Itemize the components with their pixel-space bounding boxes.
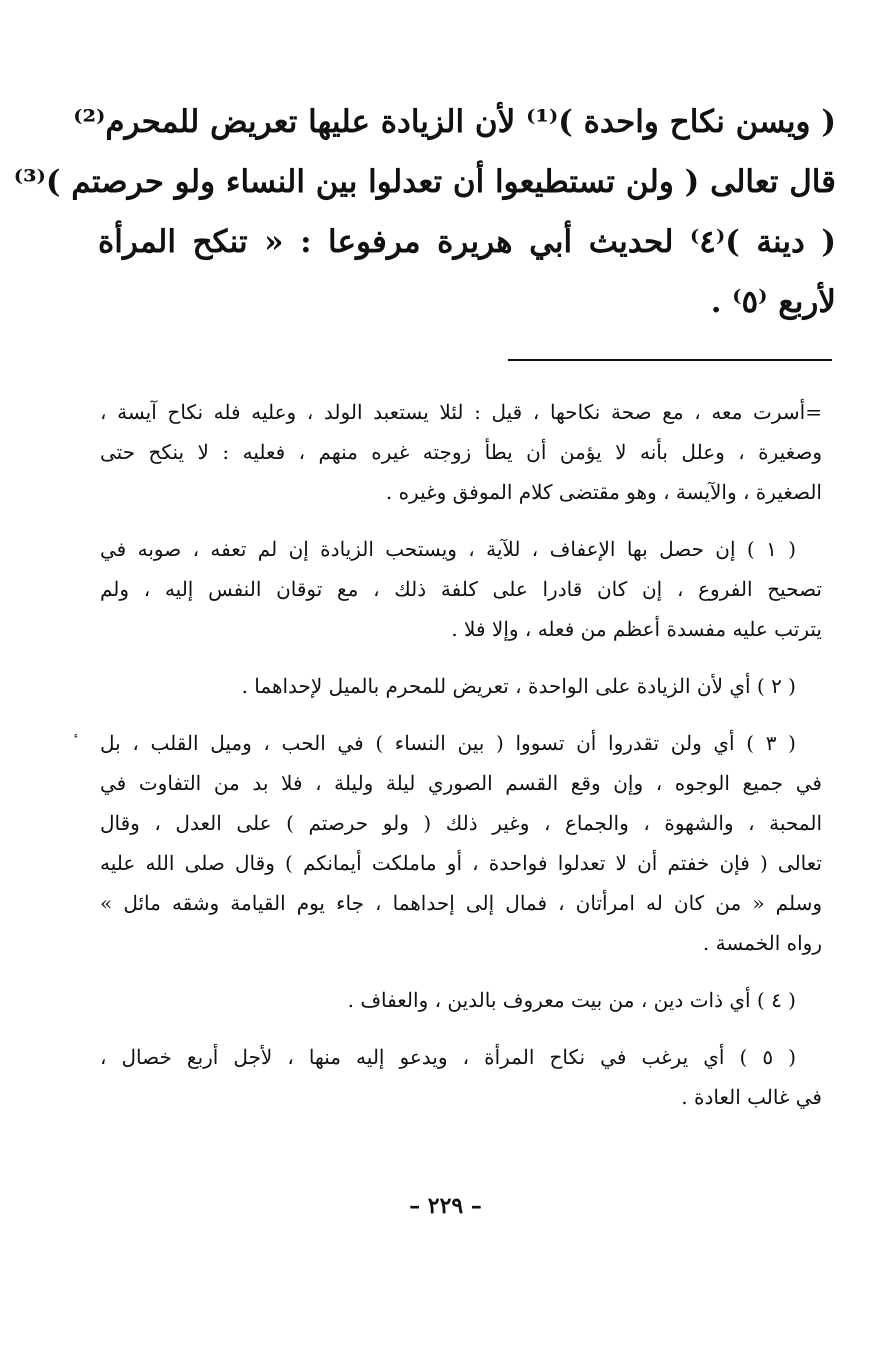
main-text-line: ( ويسن نكاح واحدة )⁽¹⁾ لأن الزيادة عليها تعريض للمحرم⁽²⁾ — [73, 104, 836, 140]
footnote-line: يترتب عليه مفسدة أعظم من فعله ، وإلا فلا . — [451, 617, 822, 641]
footnotes — [100, 392, 822, 1134]
footnote-line: ( ٥ ) أي يرغب في نكاح المرأة ، ويدعو إليه منها ، لأجل أربع خصال ، — [100, 1045, 796, 1069]
footnote-line: تصحيح الفروع ، إن كان قادرا على كلفة ذلك ، مع توقان النفس إليه ، ولم — [100, 577, 823, 601]
footnote-separator — [508, 359, 832, 361]
footnote-line: ( ٤ ) أي ذات دين ، من بيت معروف بالدين ، والعفاف . — [347, 988, 796, 1012]
footnote-line: في جميع الوجوه ، وإن وقع القسم الصوري ليلة وليلة ، فلا بد من التفاوت في — [100, 771, 822, 795]
footnote-continuation — [100, 392, 822, 512]
footnote-line: ( ٣ ) أي ولن تقدروا أن تسووا ( بين النساء ) في الحب ، وميل القلب ، بل — [100, 731, 796, 755]
footnote-2 — [100, 666, 822, 706]
footnote-4 — [100, 980, 822, 1020]
footnote-line: الصغيرة ، والآيسة ، وهو مقتضى كلام الموفق وغيره . — [385, 480, 822, 504]
footnote-line: تعالى ( فإن خفتم أن لا تعدلوا فواحدة ، أو ماملكت أيمانكم ) وقال صلى الله عليه — [100, 851, 822, 875]
main-text-line: قال تعالى ( ولن تستطيعوا أن تعدلوا بين النساء ولو حرصتم )⁽³⁾ — [13, 164, 836, 200]
footnote-line: ( ١ ) إن حصل بها الإعفاف ، للآية ، ويستحب الزيادة إن لم تعفه ، صوبه في — [100, 537, 796, 561]
footnote-line: ( ٢ ) أي لأن الزيادة على الواحدة ، تعريض للمحرم بالميل لإحداهما . — [241, 674, 796, 698]
footnote-3 — [100, 723, 822, 963]
main-text — [13, 92, 837, 332]
page-number: – ٢٢٩ – — [409, 1193, 482, 1219]
footnote-line: رواه الخمسة . — [702, 931, 822, 955]
footnote-line: وصغيرة ، وعلل بأنه لا يؤمن أن يطأ زوجته غيره منهم ، فعليه : لا ينكح حتى — [100, 440, 822, 464]
main-text-line: لأربع ⁽٥⁾ . — [710, 284, 836, 320]
footnote-line: وسلم « من كان له امرأتان ، فمال إلى إحداهما ، جاء يوم القيامة وشقه مائل » — [100, 891, 822, 915]
main-text-line: ( دينة )⁽٤⁾ لحديث أبي هريرة مرفوعا : « تنكح المرأة — [98, 224, 837, 260]
footnote-line: =أسرت معه ، مع صحة نكاحها ، قيل : لئلا يستعبد الولد ، وعليه فله نكاح آيسة ، — [100, 400, 822, 424]
footnote-5 — [100, 1037, 822, 1117]
footnote-1 — [100, 529, 822, 649]
footnote-line: المحبة ، والشهوة ، والجماع ، وغير ذلك ( ولو حرصتم ) على العدل ، وقال — [100, 811, 822, 835]
footnote-line: في غالب العادة . — [681, 1085, 822, 1109]
